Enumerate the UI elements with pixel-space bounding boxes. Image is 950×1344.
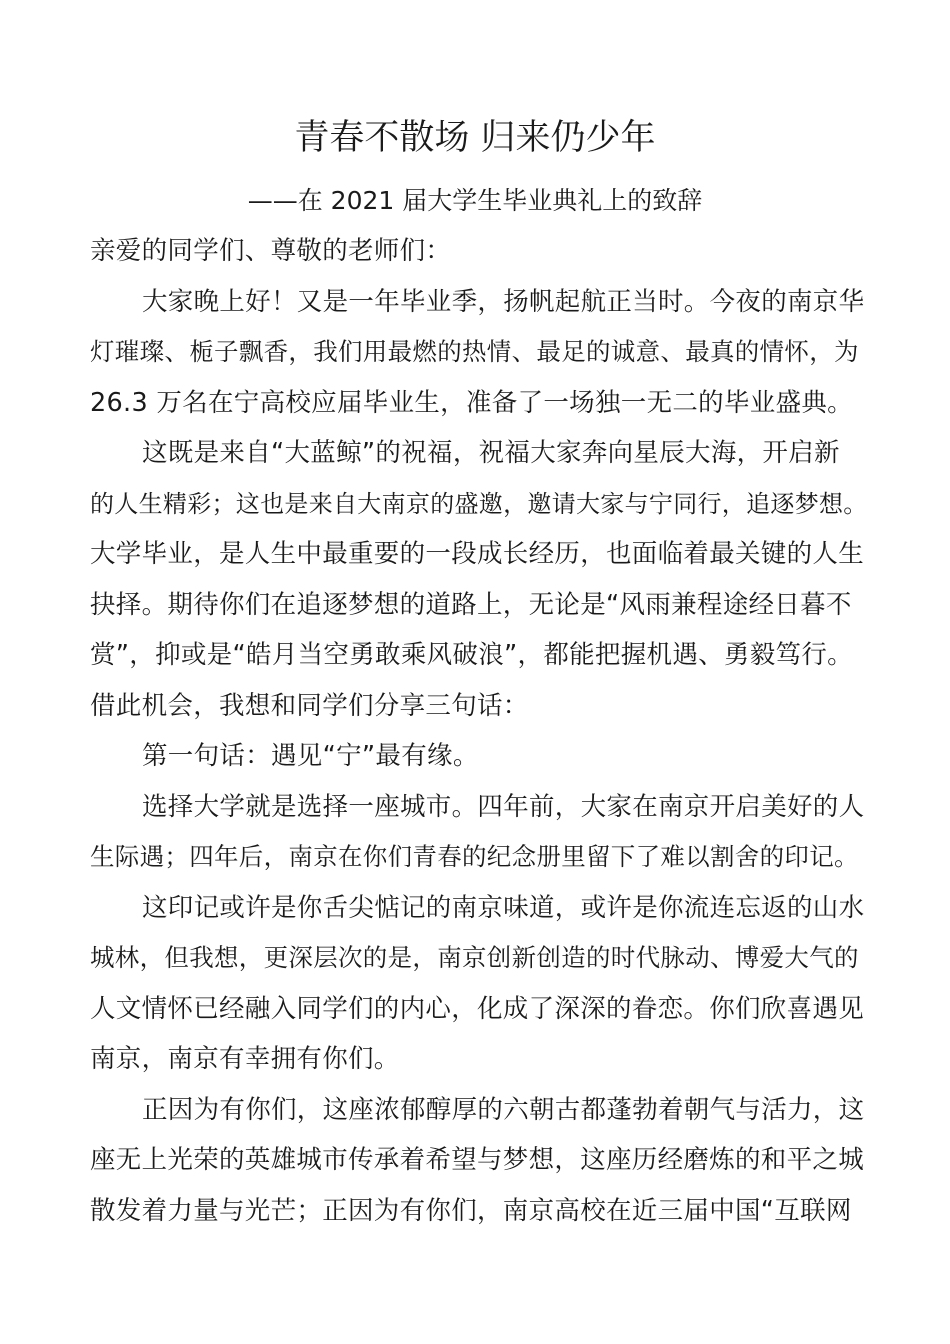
body-text-line: 人文情怀已经融入同学们的内心，化成了深深的眷恋。你们欣喜遇见: [90, 993, 865, 1024]
body-text-line: 第一句话：遇见“宁”最有缘。: [142, 741, 479, 771]
body-text-line: 26.3 万名在宁高校应届毕业生，准备了一场独一无二的毕业盛典。: [90, 387, 853, 418]
body-text-line: 大家晚上好！又是一年毕业季，扬帆起航正当时。今夜的南京华: [142, 286, 865, 317]
document-title: 青春不散场 归来仍少年: [294, 118, 656, 158]
body-text-line: 南京，南京有幸拥有你们。: [90, 1044, 400, 1074]
document-subtitle: ——在 2021 届大学生毕业典礼上的致辞: [247, 186, 703, 215]
body-text-line: 选择大学就是选择一座城市。四年前，大家在南京开启美好的人: [142, 791, 865, 822]
document-body: [90, 226, 870, 1236]
body-text-line: 这既是来自“大蓝鲸”的祝福，祝福大家奔向星辰大海，开启新: [142, 438, 840, 468]
body-text-line: 这印记或许是你舌尖惦记的南京味道，或许是你流连忘返的山水: [142, 892, 865, 923]
body-text-line: 散发着力量与光芒；正因为有你们，南京高校在近三届中国“互联网: [90, 1195, 852, 1226]
body-text-line: 灯璀璨、栀子飘香，我们用最燃的热情、最足的诚意、最真的情怀，为: [90, 337, 859, 366]
body-text-line: 借此机会，我想和同学们分享三句话：: [90, 690, 529, 721]
body-text-line: 城林，但我想，更深层次的是，南京创新创造的时代脉动、博爱大气的: [90, 943, 859, 972]
body-text-line: 座无上光荣的英雄城市传承着希望与梦想，这座历经磨炼的和平之城: [90, 1145, 865, 1175]
body-text-line: 抉择。期待你们在追逐梦想的道路上，无论是“风雨兼程途经日暮不: [90, 589, 852, 620]
body-text-line: 大学毕业，是人生中最重要的一段成长经历，也面临着最关键的人生: [90, 539, 865, 569]
body-text-line: 正因为有你们，这座浓郁醇厚的六朝古都蓬勃着朝气与活力，这: [142, 1094, 865, 1125]
body-text-line: 生际遇；四年后，南京在你们青春的纪念册里留下了难以割舍的印记。: [90, 842, 859, 871]
body-text-line: 赏”，抑或是“皓月当空勇敢乘风破浪”，都能把握机遇、勇毅笃行。: [90, 640, 853, 670]
body-text-line: 亲爱的同学们、尊敬的老师们：: [90, 236, 452, 266]
body-text-line: 的人生精彩；这也是来自大南京的盛邀，邀请大家与宁同行，追逐梦想。: [90, 489, 868, 518]
